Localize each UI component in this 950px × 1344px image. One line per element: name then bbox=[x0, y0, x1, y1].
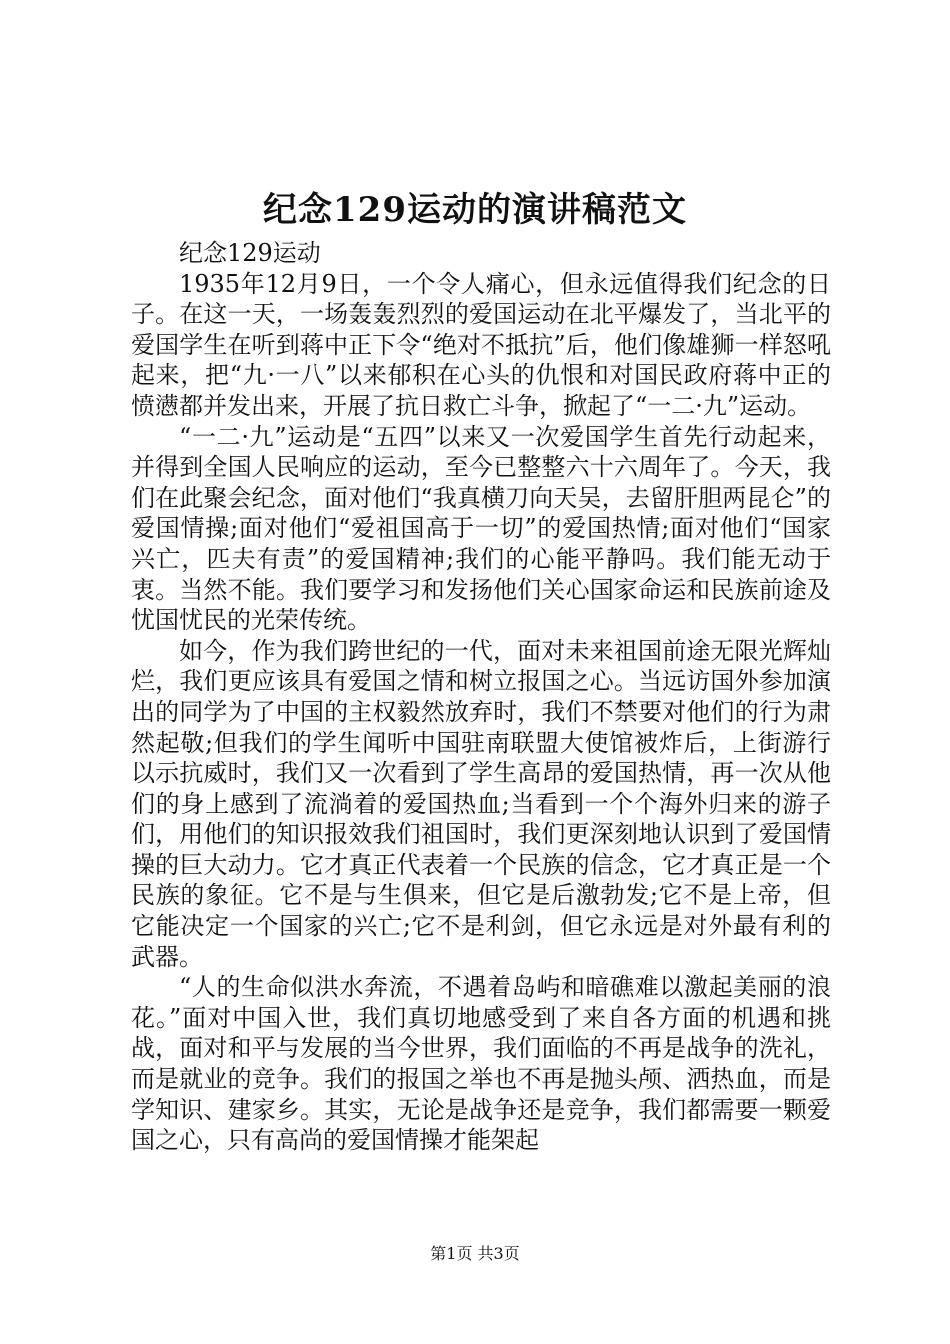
paragraph: “人的生命似洪水奔流，不遇着岛屿和暗礁难以激起美丽的浪花。”面对中国入世，我们真切地感受到了来自各方面的机遇和挑战，面对和平与发展的当今世界，我们面临的不再是战争的洗礼，而是就业的竞争。我们的报国之举也不再是抛头颅、洒热血，而是学知识、建家乡。其实，无论是战争还是竞争，我们都需要一颗爱国之心，只有高尚的爱国情操才能架起 bbox=[131, 973, 831, 1155]
document-title: 纪念129运动的演讲稿范文 bbox=[263, 190, 687, 230]
document-body bbox=[131, 238, 831, 1156]
paragraph: 1935年12月9日，一个令人痛心，但永远值得我们纪念的日子。在这一天，一场轰轰烈烈的爱国运动在北平爆发了，当北平的爱国学生在听到蒋中正下令“绝对不抵抗”后，他们像雄狮一样怒吼起来，把“九·一八”以来郁积在心头的仇恨和对国民政府蒋中正的愤懑都并发出来，开展了抗日救亡斗争，掀起了“一二·九”运动。 bbox=[131, 269, 831, 420]
paragraph: “一二·九”运动是“五四”以来又一次爱国学生首先行动起来，并得到全国人民响应的运动，至今已整整六十六周年了。今天，我们在此聚会纪念，面对他们“我真横刀向天吴，去留肝胆两昆仑”的爱国情操;面对他们“爱祖国高于一切”的爱国热情;面对他们“国家兴亡，匹夫有责”的爱国精神;我们的心能平静吗。我们能无动于衷。当然不能。我们要学习和发扬他们关心国家命运和民族前途及忧国忧民的光荣传统。 bbox=[131, 422, 831, 635]
paragraph: 如今，作为我们跨世纪的一代，面对未来祖国前途无限光辉灿烂，我们更应该具有爱国之情和树立报国之心。当远访国外参加演出的同学为了中国的主权毅然放弃时，我们不禁要对他们的行为肃然起敬;但我们的学生闻听中国驻南联盟大使馆被炸后，上街游行以示抗威时，我们又一次看到了学生高昂的爱国热情，再一次从他们的身上感到了流淌着的爱国热血;当看到一个个海外归来的游子们，用他们的知识报效我们祖国时，我们更深刻地认识到了爱国情操的巨大动力。它才真正代表着一个民族的信念，它才真正是一个民族的象征。它不是与生俱来，但它是后激勃发;它不是上帝，但它能决定一个国家的兴亡;它不是利剑，但它永远是对外最有利的武器。 bbox=[131, 636, 831, 971]
paragraph-subtitle: 纪念129运动 bbox=[179, 239, 321, 267]
page-number-footer: 第1页 共3页 bbox=[430, 1244, 520, 1263]
